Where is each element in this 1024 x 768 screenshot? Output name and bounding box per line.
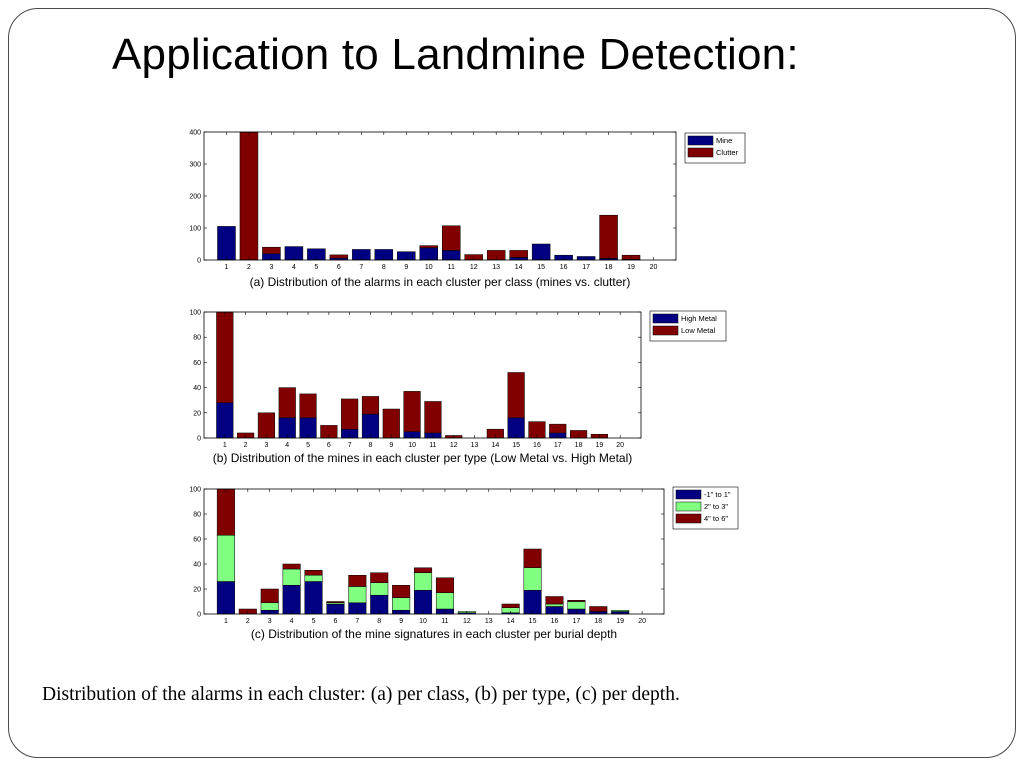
x-tick-label: 8 — [377, 618, 382, 625]
legend-label: Mine — [716, 136, 733, 145]
slide-title: Application to Landmine Detection: — [112, 30, 799, 79]
chart-c-mines-per-depth — [189, 487, 738, 642]
bar-1-cluster-5 — [300, 394, 317, 418]
bar-0-cluster-1 — [217, 226, 235, 260]
y-tick-label: 200 — [189, 193, 201, 201]
y-tick-label: 80 — [193, 511, 201, 519]
x-tick-label: 17 — [553, 442, 562, 449]
x-tick-label: 8 — [368, 442, 373, 449]
bar-1-cluster-10 — [404, 391, 421, 431]
x-tick-label: 14 — [514, 264, 523, 271]
legend-label: High Metal — [681, 314, 717, 323]
x-tick-label: 20 — [616, 442, 625, 449]
bar-1-cluster-9 — [383, 409, 400, 438]
x-tick-label: 8 — [381, 264, 386, 271]
x-tick-label: 14 — [491, 442, 500, 449]
y-tick-label: 20 — [193, 586, 201, 594]
bar-1-cluster-5 — [305, 575, 323, 581]
legend-swatch — [653, 314, 678, 323]
bar-2-cluster-17 — [568, 600, 586, 601]
bar-2-cluster-8 — [370, 573, 388, 583]
bar-0-cluster-8 — [362, 414, 379, 438]
x-tick-label: 4 — [285, 442, 290, 449]
x-tick-label: 16 — [533, 442, 541, 449]
y-tick-label: 20 — [193, 410, 201, 418]
bar-2-cluster-7 — [349, 575, 367, 586]
bar-0-cluster-4 — [279, 418, 296, 438]
x-tick-label: 15 — [528, 618, 537, 625]
x-tick-label: 10 — [419, 618, 427, 625]
bar-2-cluster-16 — [546, 597, 564, 605]
bar-1-cluster-18 — [600, 215, 618, 258]
bar-1-cluster-11 — [442, 226, 460, 251]
x-tick-label: 10 — [424, 264, 433, 271]
x-tick-label: 9 — [404, 264, 409, 271]
x-tick-label: 5 — [314, 264, 319, 271]
x-tick-label: 18 — [604, 264, 613, 271]
x-tick-label: 9 — [399, 618, 404, 625]
x-tick-label: 11 — [441, 618, 449, 625]
bar-1-cluster-1 — [217, 535, 235, 581]
bar-0-cluster-15 — [508, 418, 525, 438]
x-tick-label: 19 — [627, 264, 635, 271]
x-tick-label: 3 — [267, 618, 272, 625]
legend-swatch — [688, 136, 713, 145]
x-tick-label: 16 — [559, 264, 568, 271]
x-tick-label: 7 — [359, 264, 364, 271]
x-tick-label: 10 — [408, 442, 416, 449]
legend-label: Low Metal — [681, 326, 716, 335]
chart-b-mines-per-type — [189, 310, 726, 466]
x-tick-label: 13 — [484, 618, 493, 625]
bar-1-cluster-4 — [279, 388, 296, 418]
legend-swatch — [676, 490, 701, 499]
x-tick-label: 4 — [291, 264, 296, 271]
bar-1-cluster-8 — [362, 396, 379, 414]
y-tick-label: 100 — [189, 309, 201, 317]
x-axis-label: (a) Distribution of the alarms in each cluster per class (mines vs. clutter) — [249, 275, 631, 289]
x-tick-label: 5 — [311, 618, 316, 625]
y-tick-label: 100 — [189, 486, 201, 494]
bar-0-cluster-1 — [217, 582, 235, 615]
bar-1-cluster-1 — [216, 312, 233, 403]
y-tick-label: 400 — [189, 129, 201, 137]
x-tick-label: 13 — [470, 442, 479, 449]
legend-label: 4" to 6" — [704, 514, 729, 523]
legend-label: -1" to 1" — [704, 490, 731, 499]
y-tick-label: 100 — [189, 225, 201, 233]
legend-swatch — [688, 148, 713, 157]
x-tick-label: 14 — [506, 618, 515, 625]
bar-2-cluster-18 — [590, 607, 608, 612]
legend-label: 2" to 3" — [704, 502, 729, 511]
x-tick-label: 13 — [492, 264, 501, 271]
x-tick-label: 17 — [582, 264, 590, 271]
x-tick-label: 11 — [447, 264, 455, 271]
bar-0-cluster-15 — [524, 590, 542, 614]
x-tick-label: 18 — [574, 442, 583, 449]
slide-caption: Distribution of the alarms in each cluster: (a) per class, (b) per type, (c) per depth. — [42, 684, 680, 705]
x-tick-label: 11 — [429, 442, 437, 449]
x-axis-label: (b) Distribution of the mines in each cluster per type (Low Metal vs. High Metal) — [212, 451, 633, 465]
x-tick-label: 2 — [245, 618, 250, 625]
x-tick-label: 1 — [222, 442, 227, 449]
bar-0-cluster-5 — [305, 582, 323, 615]
x-tick-label: 20 — [649, 264, 658, 271]
bar-0-cluster-1 — [216, 403, 233, 438]
bar-1-cluster-3 — [261, 603, 279, 611]
bar-1-cluster-3 — [262, 247, 280, 253]
bar-1-cluster-11 — [436, 593, 454, 609]
x-tick-label: 19 — [595, 442, 604, 449]
bar-1-cluster-8 — [370, 583, 388, 596]
x-tick-label: 7 — [347, 442, 352, 449]
bar-1-cluster-15 — [508, 372, 525, 417]
bar-1-cluster-16 — [546, 604, 564, 607]
y-tick-label: 60 — [193, 536, 201, 544]
x-tick-label: 5 — [306, 442, 311, 449]
x-tick-label: 15 — [537, 264, 546, 271]
x-tick-label: 2 — [243, 442, 248, 449]
x-tick-label: 19 — [616, 618, 625, 625]
bar-1-cluster-2 — [240, 132, 258, 260]
legend-swatch — [676, 514, 701, 523]
bar-2-cluster-5 — [305, 570, 323, 575]
bar-0-cluster-4 — [283, 585, 301, 614]
y-tick-label: 40 — [193, 385, 201, 393]
legend-swatch — [653, 326, 678, 335]
x-tick-label: 15 — [512, 442, 521, 449]
bar-2-cluster-10 — [414, 568, 432, 573]
x-tick-label: 2 — [246, 264, 251, 271]
x-tick-label: 18 — [594, 618, 603, 625]
bar-2-cluster-9 — [392, 585, 410, 598]
bar-1-cluster-9 — [392, 598, 410, 611]
x-tick-label: 3 — [269, 264, 274, 271]
bar-1-cluster-11 — [425, 401, 442, 433]
legend-swatch — [676, 502, 701, 511]
y-tick-label: 0 — [197, 435, 201, 443]
bar-1-cluster-15 — [524, 568, 542, 591]
x-axis-label: (c) Distribution of the mine signatures in each cluster per burial depth — [250, 627, 618, 641]
bar-0-cluster-10 — [414, 590, 432, 614]
chart-a-alarms-per-class — [189, 130, 745, 290]
bar-0-cluster-5 — [300, 418, 317, 438]
y-tick-label: 60 — [193, 359, 201, 367]
x-tick-label: 7 — [355, 618, 360, 625]
x-tick-label: 17 — [572, 618, 581, 625]
y-tick-label: 40 — [193, 561, 201, 569]
bar-1-cluster-14 — [510, 250, 528, 257]
bar-1-cluster-4 — [283, 569, 301, 585]
bar-1-cluster-7 — [349, 587, 367, 603]
y-tick-label: 300 — [189, 161, 201, 169]
x-tick-label: 12 — [449, 442, 458, 449]
x-tick-label: 6 — [333, 618, 338, 625]
bar-1-cluster-10 — [414, 573, 432, 591]
y-tick-label: 0 — [197, 257, 201, 265]
bar-2-cluster-4 — [283, 564, 301, 569]
bar-2-cluster-1 — [217, 489, 235, 535]
bar-1-cluster-7 — [341, 399, 358, 429]
bar-2-cluster-3 — [261, 589, 279, 603]
x-tick-label: 1 — [224, 264, 229, 271]
y-tick-label: 80 — [193, 334, 201, 342]
bar-2-cluster-11 — [436, 578, 454, 593]
bar-1-cluster-10 — [420, 246, 438, 248]
x-tick-label: 9 — [389, 442, 394, 449]
x-tick-label: 6 — [336, 264, 341, 271]
x-tick-label: 12 — [469, 264, 478, 271]
y-tick-label: 0 — [197, 611, 201, 619]
bar-1-cluster-17 — [568, 602, 586, 610]
bar-1-cluster-17 — [549, 424, 566, 433]
x-tick-label: 12 — [462, 618, 471, 625]
x-tick-label: 3 — [264, 442, 269, 449]
x-tick-label: 20 — [638, 618, 646, 625]
x-tick-label: 4 — [289, 618, 294, 625]
x-tick-label: 16 — [550, 618, 559, 625]
bar-2-cluster-14 — [502, 604, 520, 608]
bar-2-cluster-15 — [524, 549, 542, 568]
x-tick-label: 6 — [326, 442, 331, 449]
bar-1-cluster-3 — [258, 413, 275, 438]
x-tick-label: 1 — [223, 618, 228, 625]
legend-label: Clutter — [716, 148, 739, 157]
bar-2-cluster-6 — [327, 602, 345, 603]
